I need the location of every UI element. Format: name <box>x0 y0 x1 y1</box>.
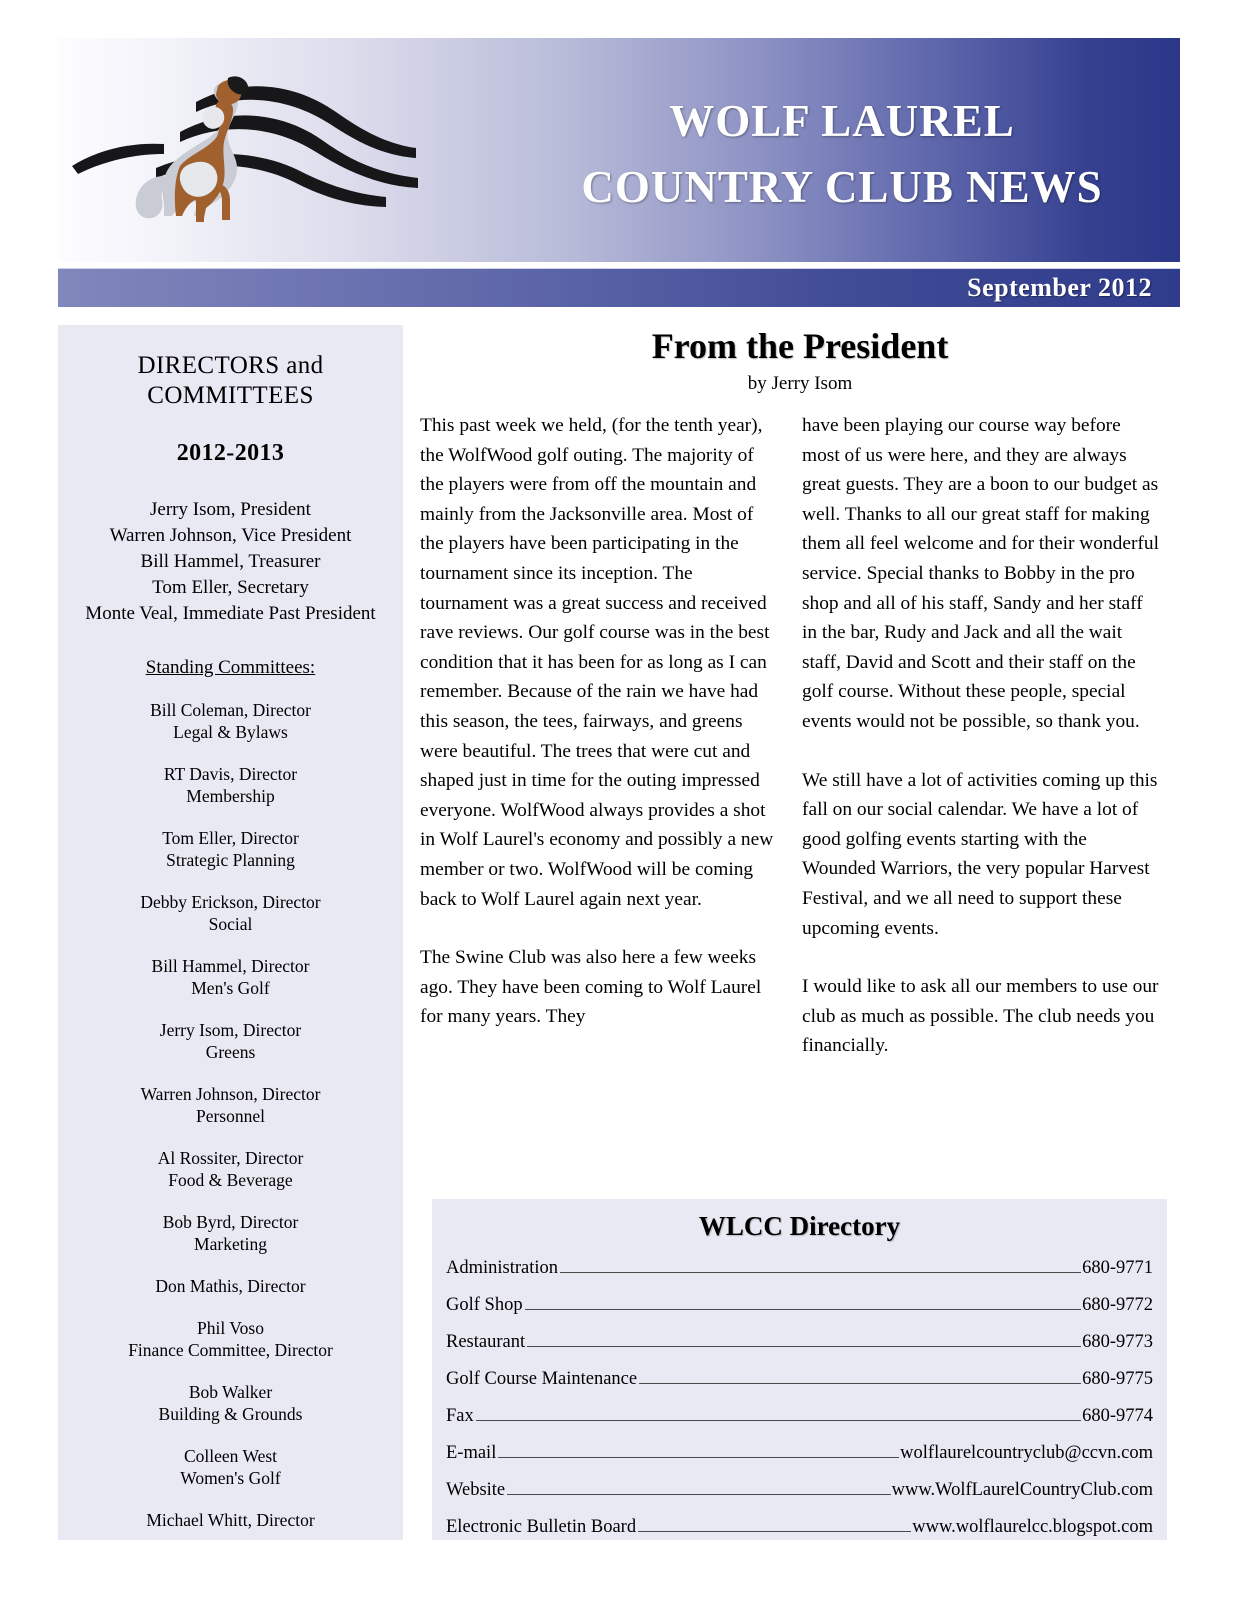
committee-member-name: Debby Erickson, Director <box>140 892 321 912</box>
article-column-left <box>420 411 780 1090</box>
committee-member-name: Michael Whitt, Director <box>146 1510 315 1530</box>
directory-value: 680-9773 <box>1082 1332 1153 1352</box>
committee-entry <box>58 1147 403 1191</box>
directory-rows <box>446 1256 1153 1539</box>
officer-item: Jerry Isom, President <box>150 499 311 520</box>
article-paragraph: This past week we held, (for the tenth year), the WolfWood golf outing. The majority of the players were from off the mountain and mainly from the Jacksonville area. Most of the players have been participating in the tournament since its inception. The tournament was a great success and received rave reviews. Our golf course was in the best condition that it has been for as long as I can remember. Because of the rain we have had this season, the tees, fairways, and greens were beautiful. The trees that were cut and shaped just in time for the outing impressed everyone. WolfWood always provides a shot in Wolf Laurel's economy and possibly a new member or two. WolfWood will be coming back to Wolf Laurel again next year. <box>420 415 774 910</box>
sidebar-title: DIRECTORS and COMMITTEES <box>137 352 324 409</box>
committee-entry <box>58 1275 403 1297</box>
directory-label: Electronic Bulletin Board <box>446 1517 637 1537</box>
directory-leader-line <box>507 1494 890 1495</box>
directory-leader-line <box>498 1457 899 1458</box>
article-byline: by Jerry Isom <box>747 373 853 394</box>
committee-member-name: Bob Byrd, Director <box>162 1212 299 1232</box>
directory-label: Golf Course Maintenance <box>446 1369 638 1389</box>
committee-entry <box>58 1083 403 1127</box>
committee-role: Legal & Bylaws <box>173 722 288 742</box>
article-columns <box>420 411 1180 1090</box>
committee-member-name: Colleen West <box>183 1446 278 1466</box>
directory-leader-line <box>560 1272 1081 1273</box>
committee-role: Men's Golf <box>191 978 270 998</box>
article-paragraph: The Swine Club was also here a few weeks ago. They have been coming to Wolf Laurel for many years. They <box>420 947 762 1028</box>
masthead-title-line-2: COUNTRY CLUB NEWS <box>581 162 1103 212</box>
directory-label: Golf Shop <box>446 1295 523 1315</box>
directory-value: www.wolflaurelcc.blogspot.com <box>912 1517 1153 1537</box>
directory-title: WLCC Directory <box>698 1211 901 1241</box>
committee-entry <box>58 1381 403 1425</box>
masthead-title-line-1: WOLF LAUREL <box>669 96 1015 146</box>
directory-value: 680-9771 <box>1082 1258 1153 1278</box>
sidebar-term-years: 2012-2013 <box>176 440 285 466</box>
committee-entry <box>58 955 403 999</box>
directory-row <box>446 1478 1153 1502</box>
wlcc-directory-panel <box>432 1199 1167 1540</box>
article-paragraph: have been playing our course way before most of us were here, and they are always great guests. They are a boon to our budget as well. Thanks to all our great staff for making them all feel welcome and for their wonderful service. Special thanks to Bobby in the pro shop and all of his staff, Sandy and her staff in the bar, Rudy and Jack and all the wait staff, David and Scott and their staff on the golf course. Without these people, special events would not be possible, so thank you. <box>802 415 1159 732</box>
directory-value: 680-9774 <box>1082 1406 1153 1426</box>
committee-member-name: Bill Hammel, Director <box>151 956 310 976</box>
directors-and-committees-sidebar <box>58 325 403 1540</box>
directory-value: www.WolfLaurelCountryClub.com <box>891 1480 1153 1500</box>
committee-role: Strategic Planning <box>166 850 295 870</box>
directory-value: wolflaurelcountryclub@ccvn.com <box>900 1443 1153 1463</box>
directory-row <box>446 1515 1153 1539</box>
directory-label: Website <box>446 1480 506 1500</box>
committee-entry <box>58 1317 403 1361</box>
committee-entry <box>58 1445 403 1489</box>
committee-member-name: Don Mathis, Director <box>155 1276 306 1296</box>
committee-member-name: Jerry Isom, Director <box>159 1020 302 1040</box>
directory-row <box>446 1256 1153 1280</box>
directory-leader-line <box>527 1346 1081 1347</box>
committee-role: Social <box>208 914 253 934</box>
masthead-title <box>522 88 1162 220</box>
directory-leader-line <box>639 1383 1081 1384</box>
committee-role: Women's Golf <box>180 1468 281 1488</box>
committee-entry <box>58 763 403 807</box>
committee-role: Personnel <box>195 1106 266 1126</box>
issue-date: September 2012 <box>967 273 1152 302</box>
directory-leader-line <box>525 1309 1082 1310</box>
directory-label: Fax <box>446 1406 474 1426</box>
committee-role: Marketing <box>194 1234 267 1254</box>
howling-wolf-logo-icon <box>68 66 448 231</box>
directory-row <box>446 1367 1153 1391</box>
article-paragraph: I would like to ask all our members to use our club as much as possible. The club needs you financially. <box>802 976 1159 1057</box>
committee-member-name: Tom Eller, Director <box>162 828 299 848</box>
president-article <box>420 325 1180 1090</box>
officer-item: Bill Hammel, Treasurer <box>140 551 321 572</box>
committee-member-name: Al Rossiter, Director <box>157 1148 304 1168</box>
committee-role: Food & Beverage <box>168 1170 293 1190</box>
directory-leader-line <box>476 1420 1081 1421</box>
officer-item: Tom Eller, Secretary <box>152 577 309 598</box>
committee-member-name: RT Davis, Director <box>163 764 298 784</box>
committee-role: Building & Grounds <box>158 1404 303 1424</box>
committee-entry <box>58 1509 403 1531</box>
officers-list <box>58 497 403 627</box>
committees-list <box>58 699 403 1531</box>
directory-label: Administration <box>446 1258 559 1278</box>
directory-value: 680-9772 <box>1082 1295 1153 1315</box>
committee-role: Membership <box>186 786 275 806</box>
article-paragraph: We still have a lot of activities coming up this fall on our social calendar. We have a lot of good golfing events starting with the Wounded Warriors, the very popular Harvest Festival, and we all need to support these upcoming events. <box>802 769 1158 939</box>
officer-item: Warren Johnson, Vice President <box>109 525 352 546</box>
committee-entry <box>58 827 403 871</box>
directory-row <box>446 1441 1153 1465</box>
committee-entry <box>58 1019 403 1063</box>
committee-entry <box>58 699 403 743</box>
directory-leader-line <box>638 1531 911 1532</box>
masthead-banner <box>58 38 1180 262</box>
committee-entry <box>58 891 403 935</box>
directory-label: Restaurant <box>446 1332 526 1352</box>
directory-row <box>446 1404 1153 1428</box>
directory-row <box>446 1330 1153 1354</box>
directory-label: E-mail <box>446 1443 497 1463</box>
standing-committees-heading: Standing Committees: <box>145 657 316 678</box>
committee-role: Greens <box>205 1042 256 1062</box>
committee-entry <box>58 1211 403 1255</box>
committee-role: Finance Committee, Director <box>128 1340 333 1360</box>
directory-row <box>446 1293 1153 1317</box>
directory-value: 680-9775 <box>1082 1369 1153 1389</box>
issue-date-band <box>58 268 1180 307</box>
committee-member-name: Bill Coleman, Director <box>150 700 311 720</box>
article-column-right <box>802 411 1162 1090</box>
committee-member-name: Phil Voso <box>197 1318 264 1338</box>
officer-item: Monte Veal, Immediate Past President <box>85 603 376 624</box>
committee-member-name: Bob Walker <box>188 1382 273 1402</box>
article-title: From the President <box>651 326 949 366</box>
committee-member-name: Warren Johnson, Director <box>140 1084 321 1104</box>
